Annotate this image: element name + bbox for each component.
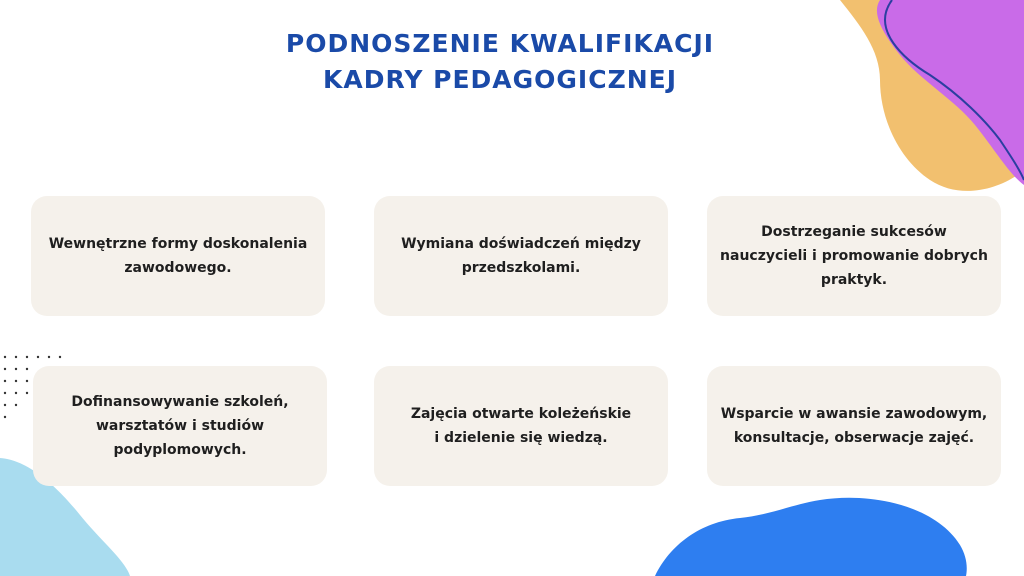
card-text <box>401 232 641 280</box>
card-internal-training <box>31 196 325 316</box>
card-line: nauczycieli i promowanie dobrych <box>720 248 988 264</box>
title-line-1: PODNOSZENIE KWALIFIKACJI <box>285 29 715 58</box>
blue-blob <box>655 498 967 576</box>
card-text <box>49 232 308 280</box>
card-line: praktyk. <box>820 272 888 288</box>
card-line: Dofinansowywanie szkoleń, <box>71 394 289 410</box>
card-line: podyplomowych. <box>113 442 247 458</box>
page-title <box>200 26 800 98</box>
card-line: warsztatów i studiów <box>95 418 265 434</box>
card-teacher-success <box>707 196 1001 316</box>
card-text <box>71 390 288 462</box>
card-funding <box>33 366 327 486</box>
card-promotion-support <box>707 366 1001 486</box>
card-experience-exchange <box>374 196 668 316</box>
card-line: i dzielenie się wiedzą. <box>434 430 608 446</box>
card-line: zawodowego. <box>124 260 232 276</box>
card-line: Wymiana doświadczeń między <box>401 236 641 252</box>
card-text <box>720 220 988 292</box>
card-line: Dostrzeganie sukcesów <box>761 224 947 240</box>
title-line-2: KADRY PEDAGOGICZNEJ <box>322 65 678 94</box>
card-line: Wewnętrzne formy doskonalenia <box>48 236 308 252</box>
card-open-classes <box>374 366 668 486</box>
card-line: Wsparcie w awansie zawodowym, <box>720 406 988 422</box>
card-text <box>721 402 987 450</box>
card-line: przedszkolami. <box>461 260 581 276</box>
card-line: Zajęcia otwarte koleżeńskie <box>410 406 632 422</box>
card-line: konsultacje, obserwacje zajęć. <box>733 430 975 446</box>
card-text <box>411 402 631 450</box>
